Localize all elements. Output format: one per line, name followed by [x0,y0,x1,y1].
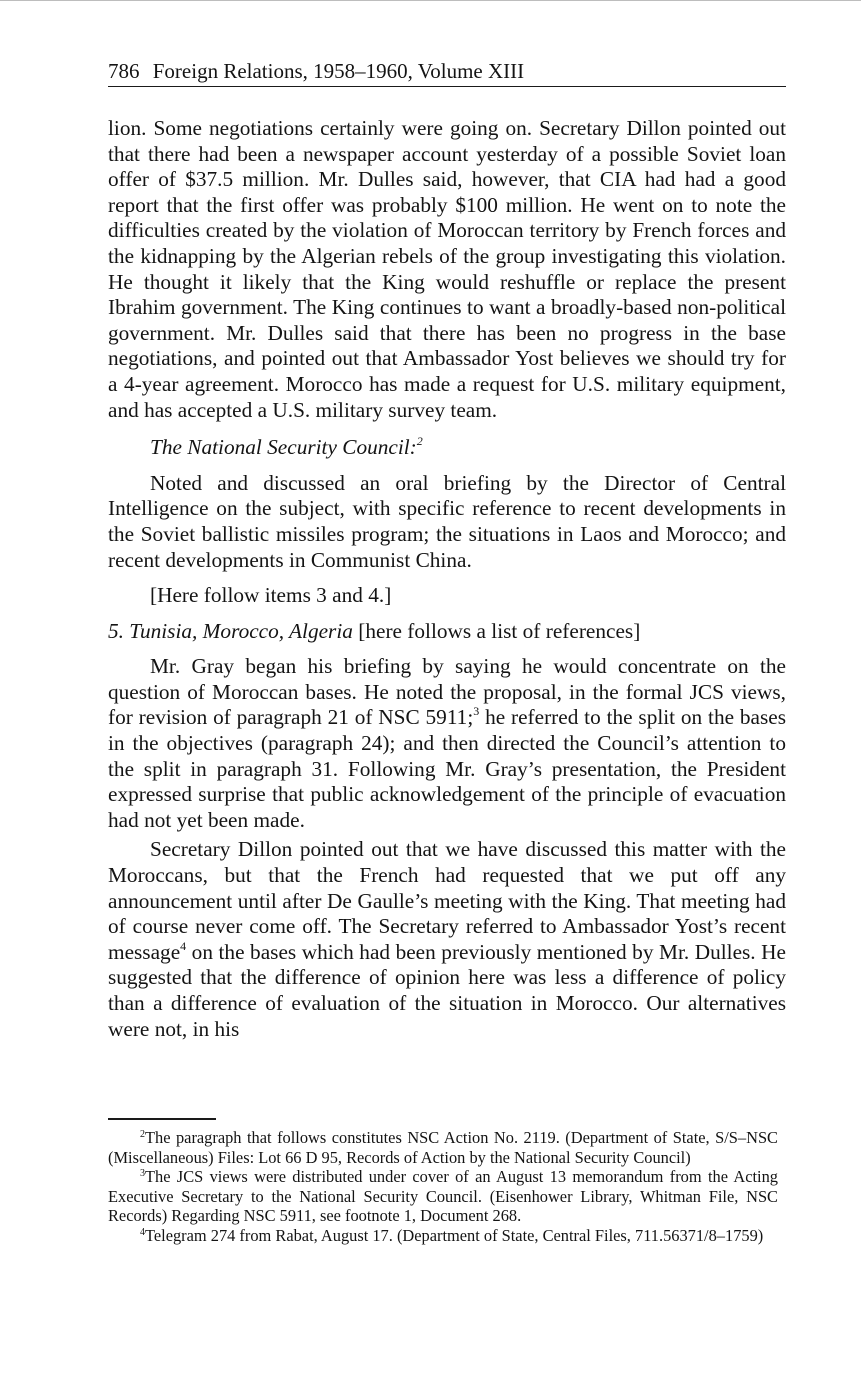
nsc-heading [108,435,786,461]
footnote-text: The paragraph that follows constitutes NSC Action No. 2119. (Department of State, S/S–NSC (Miscellaneous) Files: Lot 66 D 95, Records of Action by the National Security Council) [108,1128,778,1167]
item-5-heading [108,619,786,645]
running-title: Foreign Relations, 1958–1960, Volume XIII [152,59,525,83]
top-edge-line [0,0,861,1]
footnote-text: Telegram 274 from Rabat, August 17. (Department of State, Central Files, 711.56371/8–1759) [145,1225,764,1245]
page-number: 786 [108,59,140,83]
footnote-4 [108,1226,778,1246]
footnote-number: 2 [140,1129,145,1140]
item-5-title: 5. Tunisia, Morocco, Algeria [108,618,353,643]
paragraph-gray-text-b: he referred to the split on the bases in the objectives (paragraph 24); and then directed the Council’s attention to the split in paragraph 31. Following Mr. Gray’s presentation, the President expressed surprise that public acknowledgement of the principle of evacuation had not yet been made. [108,705,786,832]
footnote-3 [108,1167,778,1226]
paragraph-items-note: [Here follow items 3 and 4.] [150,583,392,608]
footnote-ref-4: 4 [180,938,187,953]
running-header [108,58,786,87]
footnote-ref-3: 3 [473,704,480,719]
footnotes [108,1128,778,1245]
paragraph-dillon-text-a: Secretary Dillon pointed out that we have discussed this matter with the Moroccans, but that the French had requested that we put off any announcement until after De Gaulle’s meeting with the King. That meeting had of course never come off. The Secretary referred to Ambassador Yost’s recent message [108,837,786,964]
body-text [108,116,786,1042]
paragraph-gray-briefing [108,654,786,833]
paragraph-dillon-text-b: on the bases which had been previously mentioned by Mr. Dulles. He suggested that the difference of opinion here was less a difference of policy than a difference of evaluation of the situation in Morocco. Our alternatives were not, in his [108,939,786,1041]
item-5-references: [here follows a list of references] [352,618,641,643]
paragraph-nsc-action: Noted and discussed an oral briefing by the Director of Central Intelligence on the subject, with specific reference to recent developments in the Soviet ballistic missiles program; the situations in Laos and Morocco; and recent developments in Communist China. [108,470,786,572]
footnote-2 [108,1128,778,1167]
nsc-heading-text: The National Security Council: [150,435,417,460]
paragraph-dillon [108,837,786,1042]
footnote-ref-2: 2 [416,434,423,449]
footnote-rule [108,1118,216,1120]
paragraph-continuation: lion. Some negotiations certainly were going on. Secretary Dillon pointed out that there had been a newspaper account yesterday of a possible Soviet loan offer of $37.5 million. Mr. Dulles said, however, that CIA had had a good report that the first offer was probably $100 million. He went on to note the difficulties created by the violation of Moroccan territory by French forces and the kidnapping by the Algerian rebels of the group investigating this violation. He thought it likely that the King would reshuffle or replace the present Ibrahim government. The King continues to want a broadly-based non-political government. Mr. Dulles said that there has been no progress in the base negotiations, and pointed out that Ambassador Yost believes we should try for a 4-year agreement. Morocco has made a request for U.S. military equipment, and has accepted a U.S. military survey team. [108,116,786,422]
footnote-number: 4 [140,1226,145,1238]
paragraph-gray-text-a: Mr. Gray began his briefing by saying he would concentrate on the question of Moroccan bases. He noted the proposal, in the formal JCS views, for revision of paragraph 21 of NSC 5911; [108,654,786,730]
footnote-number: 3 [140,1168,145,1179]
footnote-text: The JCS views were distributed under cover of an August 13 memorandum from the Acting Executive Secretary to the National Security Council. (Eisenhower Library, Whitman File, NSC Records) Regarding NSC 5911, see footnote 1, Document 268. [108,1167,778,1225]
